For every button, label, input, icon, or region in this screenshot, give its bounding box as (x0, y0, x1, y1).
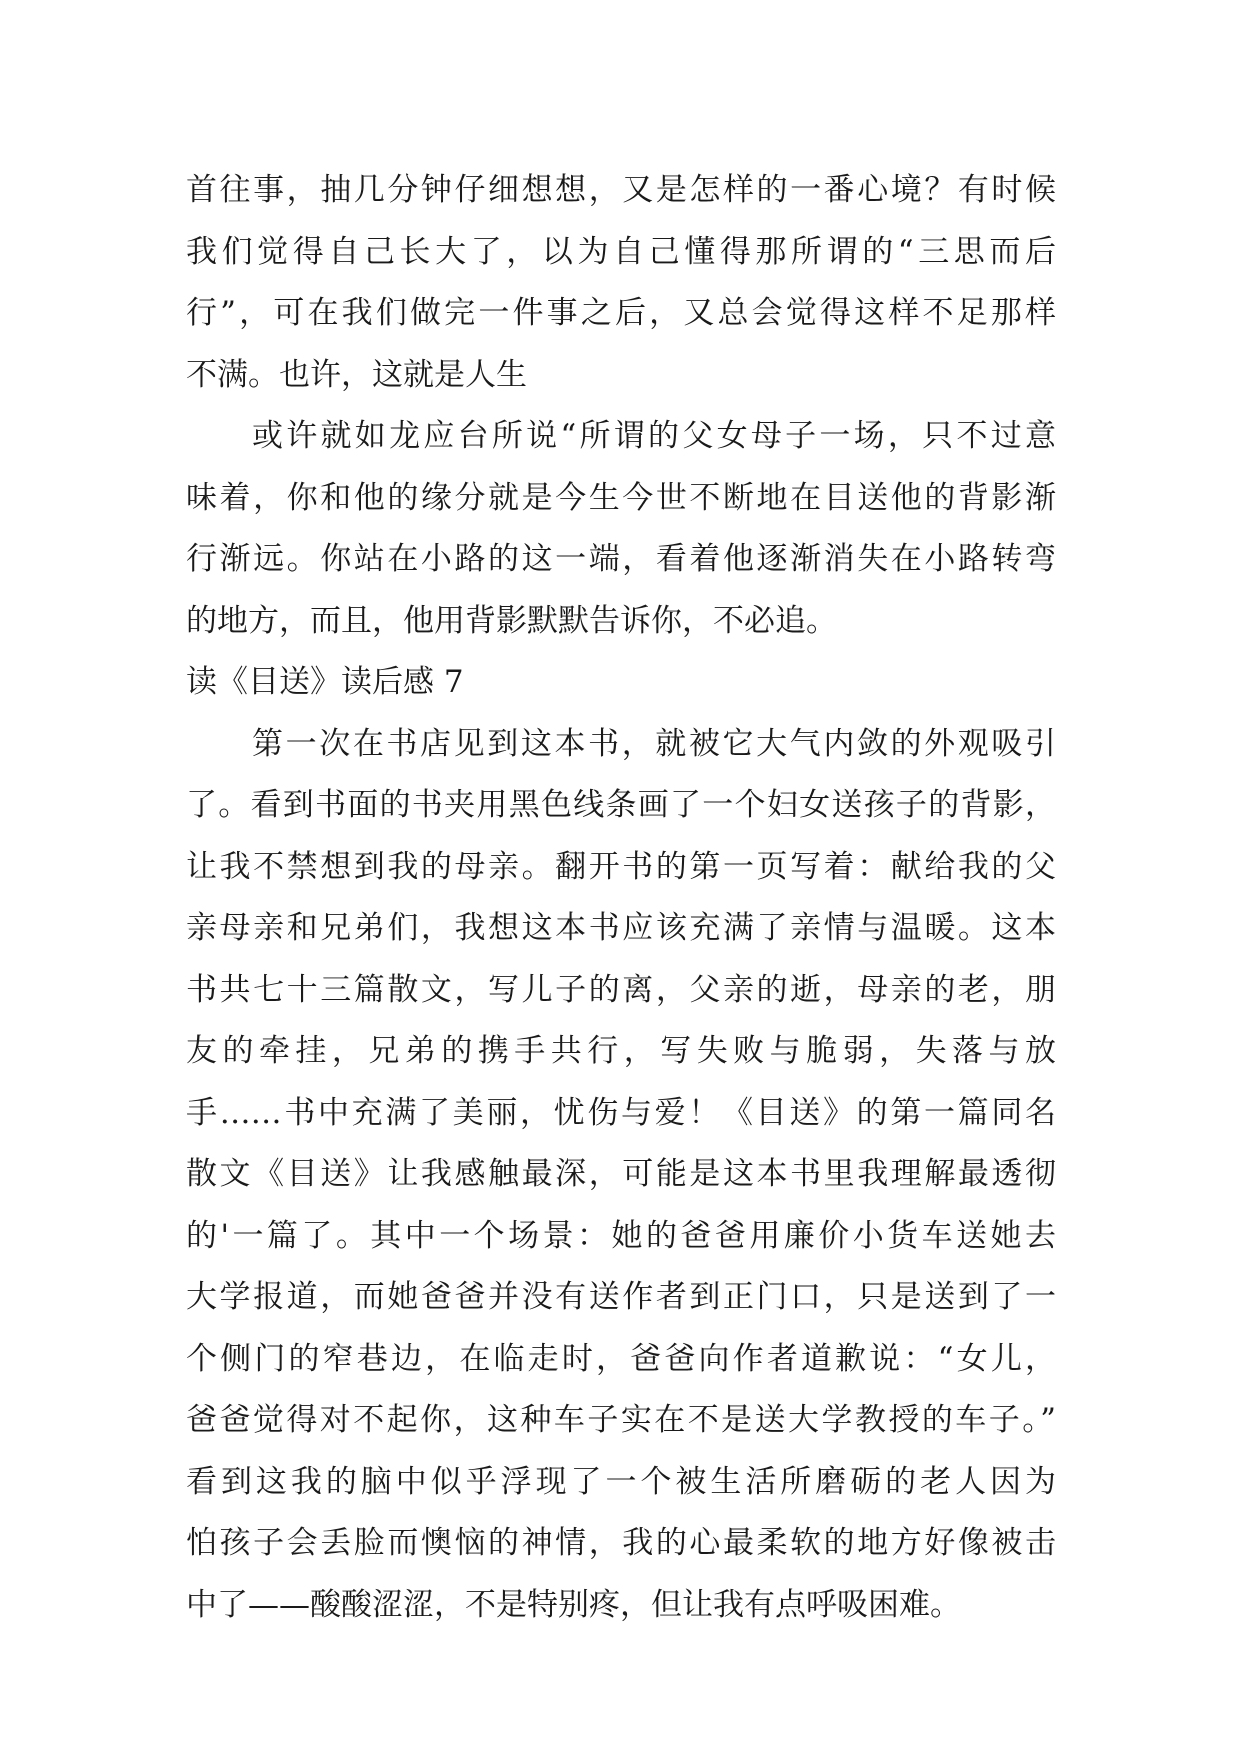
text-line: 的地方，而且，他用背影默默告诉你，不必追。 (186, 602, 837, 639)
text-line: 友的牵挂，兄弟的携手共行，写失败与脆弱，失落与放 (186, 1033, 1056, 1069)
text-line: 爸爸觉得对不起你，这种车子实在不是送大学教授的车子。” (186, 1402, 1056, 1438)
text-line: 行渐远。你站在小路的这一端，看着他逐渐消失在小路转弯 (186, 541, 1056, 577)
text-line: 怕孩子会丢脸而懊恼的神情，我的心最柔软的地方好像被击 (186, 1525, 1056, 1561)
section-heading (186, 652, 1056, 714)
heading-text: 读《目送》读后感 7 (186, 664, 464, 700)
text-line: 散文《目送》让我感触最深，可能是这本书里我理解最透彻 (186, 1156, 1056, 1192)
text-line: 味着，你和他的缘分就是今生今世不断地在目送他的背影渐 (186, 479, 1056, 516)
text-line: 首往事，抽几分钟仔细想想，又是怎样的一番心境？有时候 (186, 172, 1056, 208)
text-line: 书共七十三篇散文，写儿子的离，父亲的逝，母亲的老，朋 (186, 971, 1056, 1008)
paragraph-2 (186, 406, 1056, 652)
text-line: 的'一篇了。其中一个场景：她的爸爸用廉价小货车送她去 (186, 1217, 1056, 1254)
text-line: 行”，可在我们做完一件事之后，又总会觉得这样不足那样 (186, 295, 1056, 331)
text-line: 或许就如龙应台所说“所谓的父女母子一场，只不过意 (252, 418, 1056, 454)
document-body (186, 160, 1056, 1636)
paragraph-3 (186, 714, 1056, 1637)
text-line: 我们觉得自己长大了，以为自己懂得那所谓的“三思而后 (186, 233, 1056, 270)
text-line: 看到这我的脑中似乎浮现了一个被生活所磨砺的老人因为 (186, 1463, 1056, 1500)
text-line: 亲母亲和兄弟们，我想这本书应该充满了亲情与温暖。这本 (186, 910, 1056, 946)
text-line: 了。看到书面的书夹用黑色线条画了一个妇女送孩子的背影， (186, 787, 1056, 823)
text-line: 大学报道，而她爸爸并没有送作者到正门口，只是送到了一 (186, 1279, 1056, 1315)
text-line: 个侧门的窄巷边，在临走时，爸爸向作者道歉说：“女儿， (186, 1340, 1056, 1377)
text-line: 不满。也许，这就是人生 (186, 356, 527, 393)
text-line: 中了——酸酸涩涩，不是特别疼，但让我有点呼吸困难。 (186, 1586, 961, 1623)
text-line: 第一次在书店见到这本书，就被它大气内敛的外观吸引 (252, 725, 1056, 762)
text-line: 手……书中充满了美丽，忧伤与爱！《目送》的第一篇同名 (186, 1094, 1056, 1131)
paragraph-1 (186, 160, 1056, 406)
text-line: 让我不禁想到我的母亲。翻开书的第一页写着：献给我的父 (186, 848, 1056, 885)
